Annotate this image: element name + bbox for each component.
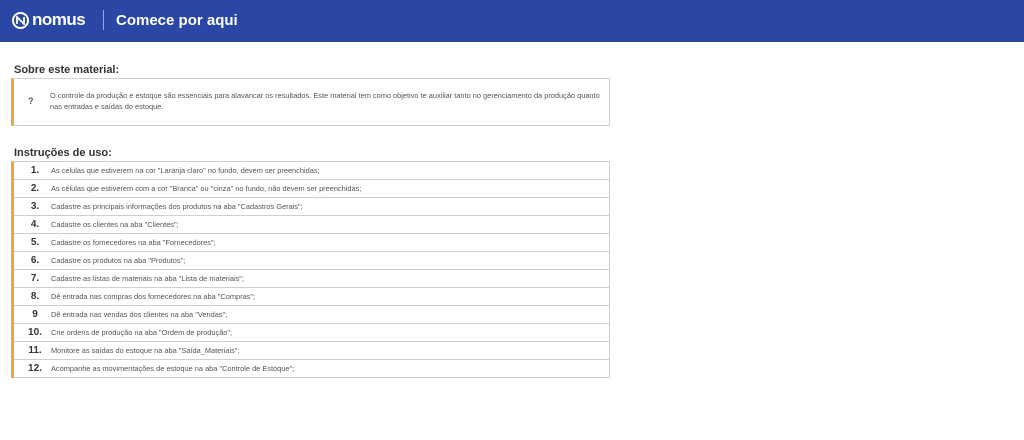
instruction-text: Monitore as saídas do estoque na aba "Saída_Materiais"; <box>51 346 240 355</box>
instruction-row <box>14 288 609 306</box>
page-title: Comece por aqui <box>116 12 238 29</box>
instruction-text: Cadastre as principais informações dos produtos na aba "Cadastros Gerais"; <box>51 202 303 211</box>
instruction-number: 8. <box>30 291 40 302</box>
instruction-number: 9 <box>32 309 38 320</box>
header-bar <box>0 0 1024 42</box>
instruction-row <box>14 198 609 216</box>
brand-name: nomus <box>32 10 86 29</box>
instruction-text: Dê entrada nas compras dos fornecedores na aba "Compras"; <box>51 292 256 301</box>
instruction-text: Cadastre as listas de materiais na aba "Lista de materiais"; <box>51 274 244 283</box>
instruction-text: Cadastre os clientes na aba "Clientes"; <box>51 220 179 229</box>
nomus-logo <box>12 10 85 30</box>
instruction-number: 2. <box>30 183 40 194</box>
instruction-row <box>14 270 609 288</box>
instruction-text: As celulas que estiverem na cor "Laranja claro" no fundo, devem ser preenchidas; <box>51 166 320 175</box>
instruction-number: 10. <box>28 327 42 338</box>
about-heading: Sobre este material: <box>14 64 120 76</box>
about-box <box>11 78 610 126</box>
instructions-table <box>11 161 610 378</box>
instruction-number: 5. <box>30 237 40 248</box>
instruction-text: Cadastre os produtos na aba "Produtos"; <box>51 256 186 265</box>
instruction-row <box>14 342 609 360</box>
instruction-row <box>14 234 609 252</box>
instruction-row <box>14 180 609 198</box>
instructions-heading: Instruções de uso: <box>14 147 112 159</box>
question-icon: ? <box>28 96 34 106</box>
instruction-text: As células que estiverem com a cor "Branca" ou "cinza" no fundo, não devem ser preenchidas; <box>51 184 362 193</box>
instruction-number: 6. <box>30 255 40 266</box>
instruction-text: Crie ordens de produção na aba "Ordem de produção"; <box>51 328 233 337</box>
instruction-row <box>14 216 609 234</box>
instruction-row <box>14 324 609 342</box>
nomus-logo-icon <box>12 12 29 29</box>
about-text: O controle da produção e estoque são essenciais para alavancar os resultados. Este material tem como objetivo te auxiliar tanto no gerenciamento da produção quanto nas entradas e saídas do estoque. <box>50 91 600 111</box>
instruction-row <box>14 360 609 378</box>
instruction-number: 12. <box>28 363 42 374</box>
instruction-row <box>14 162 609 180</box>
instruction-number: 4. <box>30 219 40 230</box>
instruction-row <box>14 252 609 270</box>
instruction-number: 1. <box>30 165 40 176</box>
instruction-text: Cadastre os fornecedores na aba "Fornecedores"; <box>51 238 216 247</box>
instruction-text: Acompanhe as movimentações de estoque na aba "Controle de Estoque"; <box>51 364 295 373</box>
header-divider <box>103 10 104 30</box>
instruction-number: 11. <box>28 345 42 356</box>
instruction-number: 7. <box>30 273 40 284</box>
instruction-number: 3. <box>30 201 40 212</box>
instruction-row <box>14 306 609 324</box>
instruction-text: Dê entrada nas vendas dos clientes na aba "Vendas"; <box>51 310 228 319</box>
